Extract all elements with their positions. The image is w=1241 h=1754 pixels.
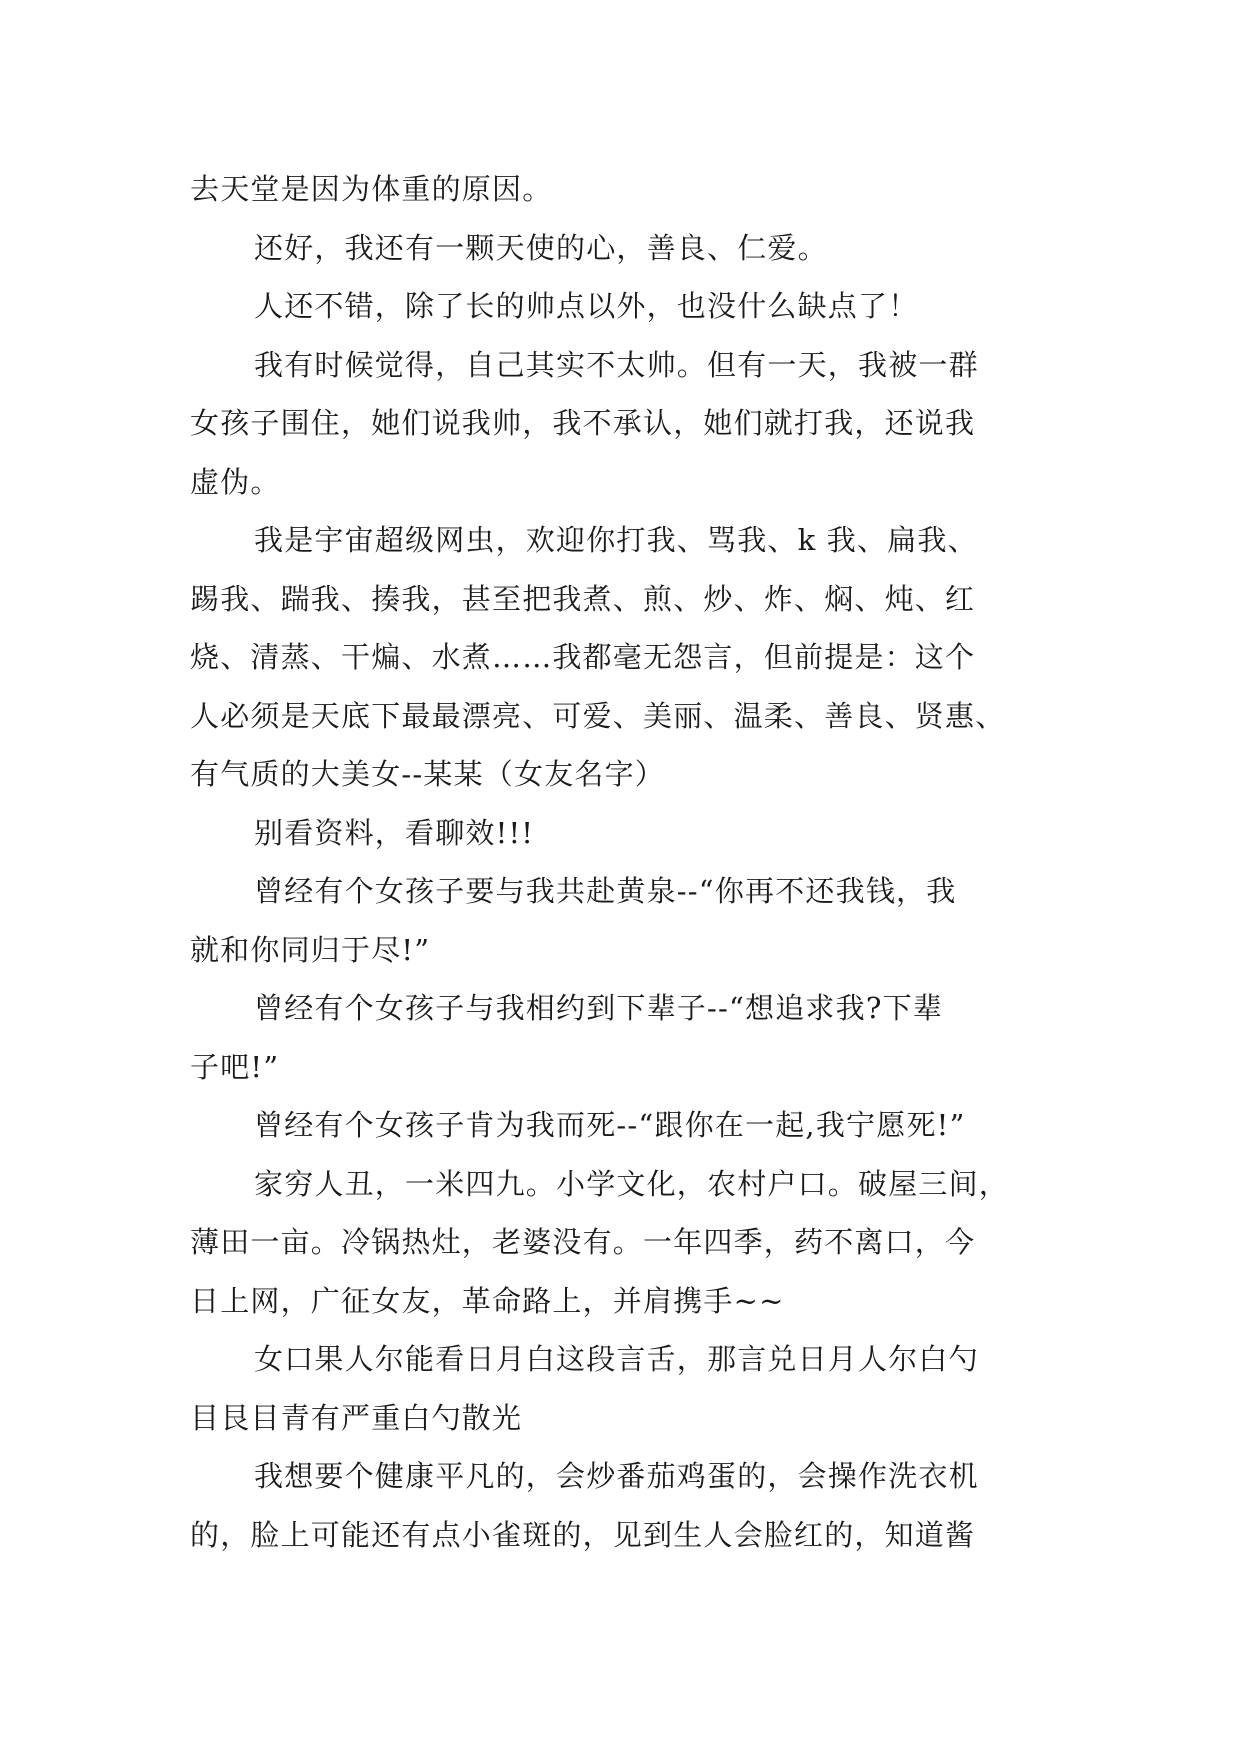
text-line: 女孩子围住，她们说我帅，我不承认，她们就打我，还说我	[190, 406, 976, 440]
text-line: 子吧!”	[190, 1049, 280, 1084]
text-line: 就和你同归于尽!”	[190, 932, 431, 967]
text-line: 目艮目青有严重白勺散光	[190, 1400, 523, 1435]
text-line: 我想要个健康平凡的，会炒番茄鸡蛋的，会操作洗衣机	[254, 1459, 979, 1493]
text-line: 家穷人丑，一米四九。小学文化，农村户口。破屋三间，	[254, 1166, 1010, 1201]
text-line: 的，脸上可能还有点小雀斑的，见到生人会脸红的，知道酱	[190, 1517, 976, 1552]
text-line: 人必须是天底下最最漂亮、可爱、美丽、温柔、善良、贤惠、	[190, 698, 1006, 733]
text-line: 曾经有个女孩子肯为我而死--“跟你在一起,我宁愿死!”	[254, 1108, 966, 1142]
text-line: 有气质的大美女--某某（女友名字）	[190, 757, 665, 791]
text-line: 曾经有个女孩子与我相约到下辈子--“想追求我?下辈	[254, 991, 943, 1025]
text-line: 踢我、踹我、揍我，甚至把我煮、煎、炒、炸、焖、炖、红	[190, 581, 976, 616]
text-line: 人还不错，除了长的帅点以外，也没什么缺点了！	[254, 289, 919, 323]
text-line: 日上网，广征女友，革命路上，并肩携手~~	[190, 1283, 785, 1318]
text-line: 我是宇宙超级网虫，欢迎你打我、骂我、k 我、扁我、	[254, 523, 978, 557]
text-line: 烧、清蒸、干煸、水煮……我都毫无怨言，但前提是：这个	[190, 640, 976, 674]
document-body	[190, 160, 1060, 1564]
text-line: 去天堂是因为体重的原因。	[190, 172, 553, 206]
text-line: 女口果人尔能看日月白这段言舌，那言兑日月人尔白勺	[254, 1342, 979, 1376]
text-line: 薄田一亩。冷锅热灶，老婆没有。一年四季，药不离口，今	[190, 1225, 976, 1259]
text-line: 我有时候觉得，自己其实不太帅。但有一天，我被一群	[254, 347, 979, 382]
text-line: 还好，我还有一颗天使的心，善良、仁爱。	[254, 230, 828, 265]
text-line: 别看资料，看聊效!!!	[254, 815, 535, 850]
text-line: 曾经有个女孩子要与我共赴黄泉--“你再不还我钱，我	[254, 874, 957, 908]
text-line: 虚伪。	[190, 464, 281, 499]
